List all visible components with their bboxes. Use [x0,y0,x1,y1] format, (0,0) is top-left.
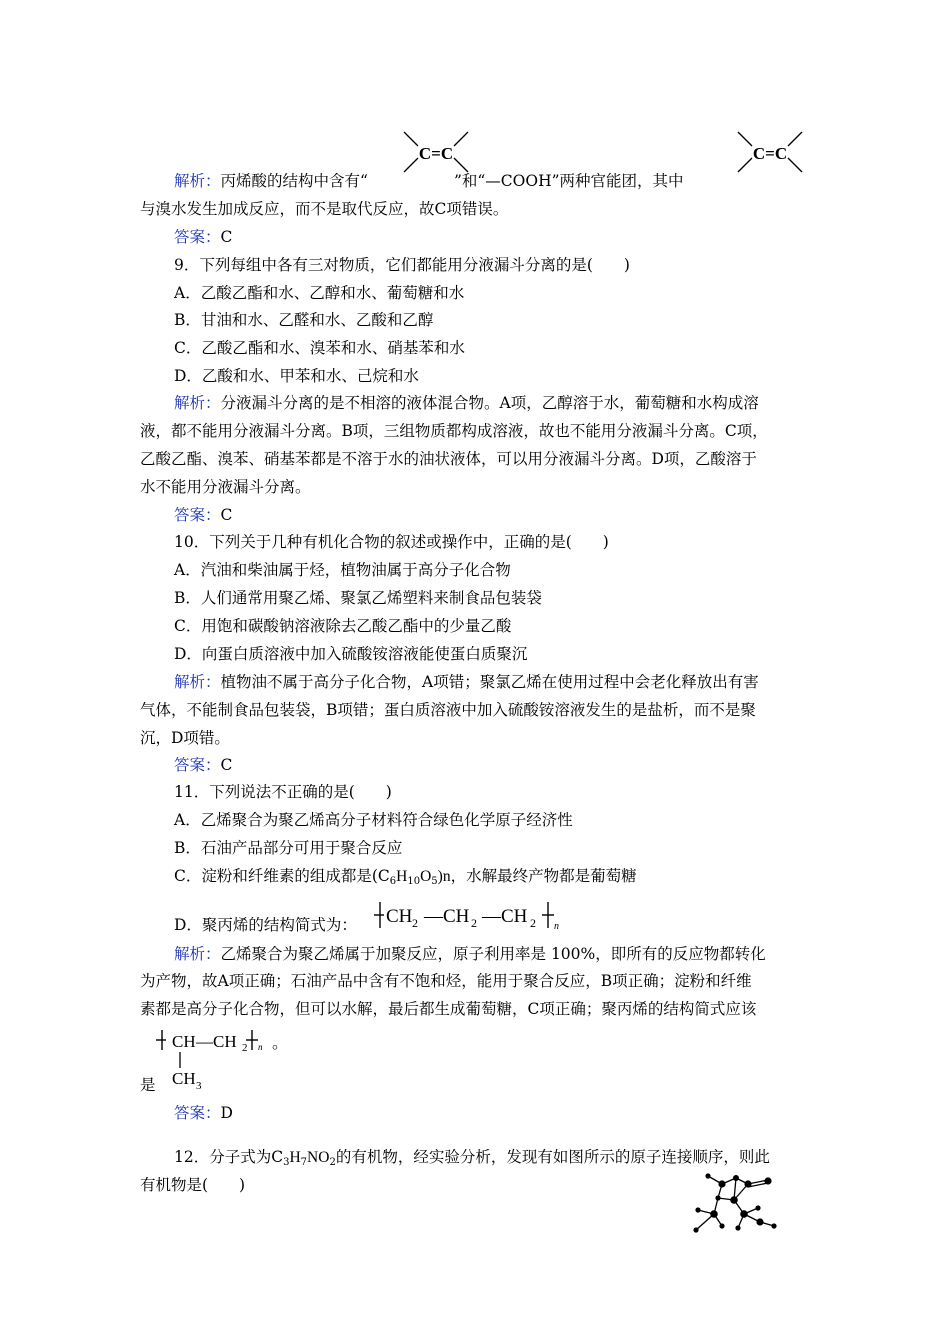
q9-option-a: A．乙酸乙酯和水、乙醇和水、葡萄糖和水 [174,284,465,302]
q9-option-d: D．乙酸和水、甲苯和水、己烷和水 [174,367,419,385]
answer-label: 答案： [174,228,221,246]
q10-analysis-text-1: 植物油不属于高分子化合物，A项错；聚氯乙烯在使用过程中会老化释放出有害 [220,673,759,691]
q8-analysis-line-1 [174,170,684,192]
q9-analysis-line-1 [174,392,759,414]
q11-answer [174,1102,233,1124]
element-symbol: H [396,868,408,885]
q10-analysis-line-1 [174,671,759,693]
q10-option-a: A．汽油和柴油属于烃，植物油属于高分子化合物 [174,561,511,579]
q11-analysis-text-1: 乙烯聚合为聚乙烯属于加聚反应，原子利用率是 100%，即所有的反应物都转化 [220,945,766,963]
subscript: 2 [329,1157,336,1168]
formula-ch: CH [386,906,413,927]
subscript: 6 [389,876,397,887]
q12-stem-line-2: 有机物是( ) [140,1176,246,1194]
formula-subscript: 2 [530,916,536,930]
q10-option-c: C．用饱和碳酸钠溶液除去乙酸乙酯中的少量乙酸 [174,617,512,635]
analysis-label: 解析： [174,172,221,190]
answer-value: C [220,756,233,774]
answer-label: 答案： [174,1104,221,1122]
element-symbol: NO [307,1149,330,1166]
q11-option-c-pre: C．淀粉和纤维素的组成都是(C [174,867,390,885]
q9-analysis-line-4: 水不能用分液漏斗分离。 [140,478,311,496]
formula-n: n [554,921,559,932]
q11-analysis-line-2: 为产物，故A项正确；石油产品中含有不饱和烃，能用于聚合反应，B项正确；淀粉和纤维 [140,972,752,990]
q9-answer [174,504,232,526]
subscript: 10 [407,876,421,887]
analysis-label: 解析： [174,394,221,412]
formula-subscript: 2 [412,916,418,930]
polymer-formula-option-d [370,898,592,932]
subscript: 3 [283,1157,290,1168]
q8-answer [174,226,232,248]
molecule-connectivity-diagram [688,1168,788,1240]
q11-analysis-end: 是 [140,1076,156,1094]
formula-subscript: 2 [471,916,477,930]
q10-option-b: B．人们通常用聚乙烯、聚氯乙烯塑料来制食品包装袋 [174,589,542,607]
q12-stem-post: 的有机物，经实验分析，发现有如图所示的原子连接顺序，则此 [335,1148,770,1166]
subscript: 5 [431,876,438,887]
q8-analysis-text-b: ”和“—COOH”两种官能团，其中 [453,172,684,190]
q9-analysis-line-2: 液，都不能用分液漏斗分离。B项，三组物质都构成溶液，故也不能用分液漏斗分离。C项， [140,422,768,440]
formula-ch2: —CH [196,1032,237,1051]
q12-stem-pre: 12．分子式为C [174,1148,284,1166]
q9-analysis-line-3: 乙酸乙酯、溴苯、硝基苯都是不溶于水的油状液体，可以用分液漏斗分离。D项，乙酸溶于 [140,450,757,468]
q11-analysis-line-3: 素都是高分子化合物，但可以水解，最后都生成葡萄糖，C项正确；聚丙烯的结构简式应该 [140,1000,757,1018]
q10-analysis-line-3: 沉，D项错。 [140,729,230,747]
formula-subscript: 3 [196,1080,202,1090]
q8-analysis-line-2: 与溴水发生加成反应，而不是取代反应，故C项错误。 [140,200,509,218]
q10-option-d: D．向蛋白质溶液中加入硫酸铵溶液能使蛋白质聚沉 [174,645,528,663]
formula-period: 。 [272,1035,289,1052]
q9-stem: 9．下列每组中各有三对物质，它们都能用分液漏斗分离的是( ) [174,256,630,274]
q11-option-c-post: ，水解最终产物都是葡萄糖 [450,867,637,885]
q10-analysis-line-2: 气体，不能制食品包装袋，B项错；蛋白质溶液中加入硫酸铵溶液发生的是盐析，而不是聚 [140,701,756,719]
formula-ch: CH [172,1032,196,1051]
element-symbol: H [289,1149,301,1166]
q11-option-b: B．石油产品部分可用于聚合反应 [174,839,403,857]
formula-n: n [258,1042,263,1052]
cc-double-bond-label: C=C [752,144,788,163]
alkene-structure-2 [732,128,808,178]
formula-ch: —CH [482,906,528,927]
polypropylene-formula [152,1028,302,1090]
polymer-suffix: )n [437,868,451,885]
q11-option-d: D．聚丙烯的结构简式为： [174,916,357,934]
formula-subscript: 2 [242,1042,248,1054]
q11-option-a: A．乙烯聚合为聚乙烯高分子材料符合绿色化学原子经济性 [174,811,573,829]
q9-analysis-text-1: 分液漏斗分离的是不相溶的液体混合物。A项，乙醇溶于水，葡萄糖和水构成溶 [220,394,759,412]
answer-value: D [220,1104,233,1122]
analysis-label: 解析： [174,945,221,963]
answer-label: 答案： [174,506,221,524]
analysis-label: 解析： [174,673,221,691]
q9-option-b: B．甘油和水、乙醛和水、乙酸和乙醇 [174,311,434,329]
subscript: 7 [300,1157,308,1168]
q11-stem: 11．下列说法不正确的是( ) [174,783,392,801]
q11-option-c [174,865,637,888]
element-symbol: O [420,868,432,885]
answer-label: 答案： [174,756,221,774]
formula-ch: —CH [424,906,470,927]
answer-value: C [220,228,233,246]
q10-answer [174,754,232,776]
q10-stem: 10．下列关于几种有机化合物的叙述或操作中，正确的是( ) [174,533,609,551]
q12-stem-line-1 [174,1146,770,1169]
q8-analysis-text-a: 丙烯酸的结构中含有“ [220,172,368,190]
q9-option-c: C．乙酸乙酯和水、溴苯和水、硝基苯和水 [174,339,465,357]
answer-value: C [220,506,233,524]
q11-analysis-line-1 [174,943,766,965]
cc-double-bond-label: C=C [418,144,454,163]
formula-ch3: CH [172,1069,196,1088]
